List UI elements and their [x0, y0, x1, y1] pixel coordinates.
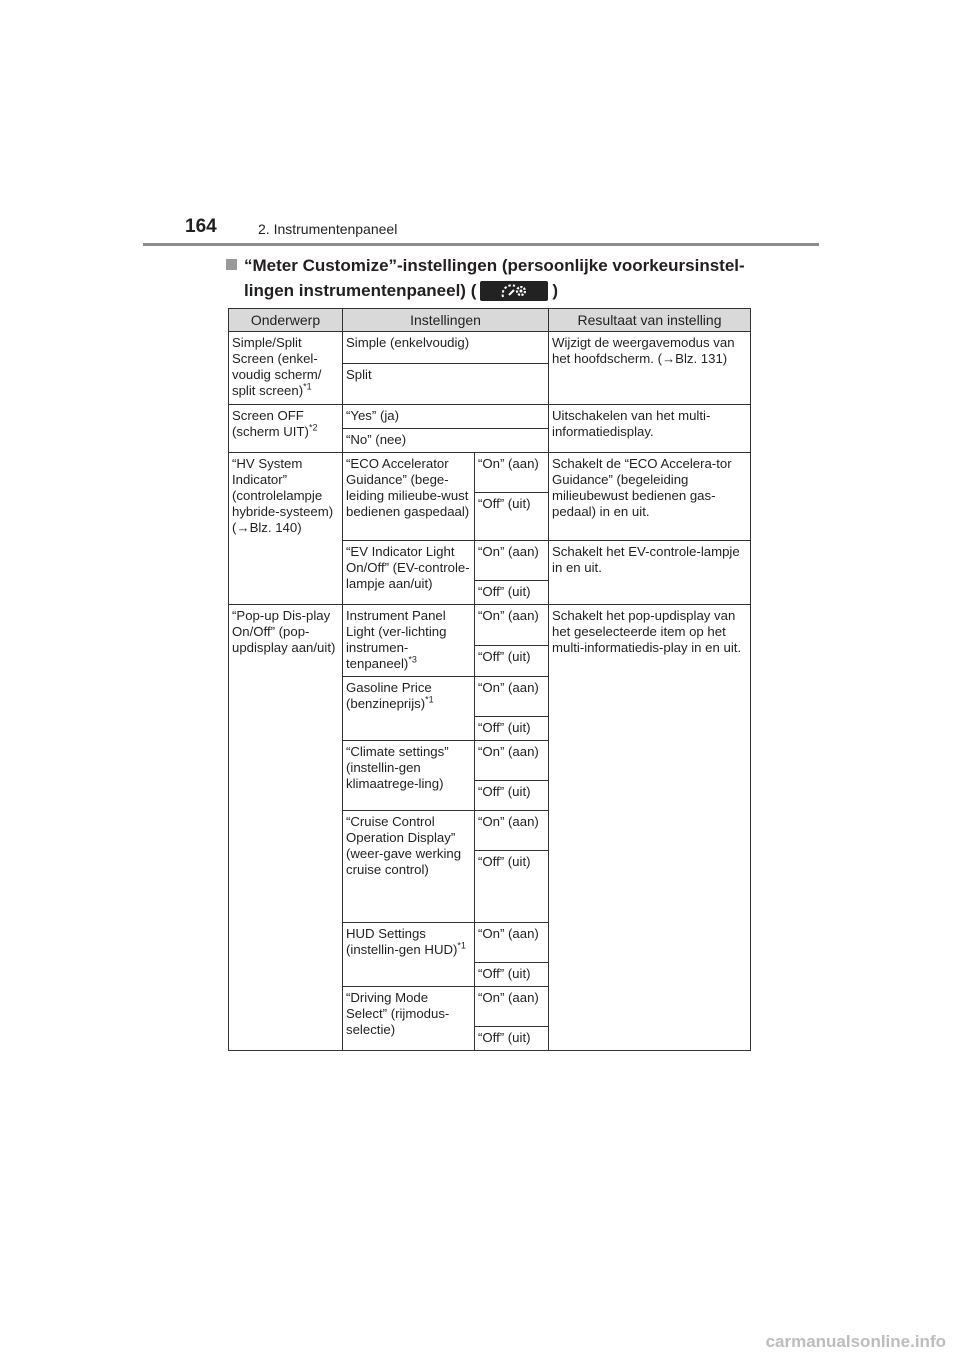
option-on: “On” (aan) [475, 987, 549, 1027]
header-onderwerp: Onderwerp [229, 309, 343, 332]
item-hv-system-indicator: “HV System Indicator” (controlelampje hybride-systeem) (→Blz. 140) [229, 453, 343, 605]
setting-climate: “Climate settings” (instellin-gen klimaatrege-ling) [343, 741, 475, 811]
option-off: “Off” (uit) [475, 646, 549, 677]
option-off: “Off” (uit) [475, 581, 549, 605]
setting-driving-mode: “Driving Mode Select” (rijmodus-selectie) [343, 987, 475, 1051]
option-split: Split [343, 364, 549, 405]
item-screen-off: Screen OFF (scherm UIT)$^{*2}$ [229, 405, 343, 453]
result-popup-display: Schakelt het pop-updisplay van het geselecteerde item op het multi-informatiedis-play in en uit. [549, 605, 751, 1051]
option-on: “On” (aan) [475, 741, 549, 781]
option-off: “Off” (uit) [475, 963, 549, 987]
setting-instrument-panel-light: Instrument Panel Light (ver-lichting instrumen-tenpaneel)$^{*3}$ [343, 605, 475, 677]
settings-table [228, 308, 751, 1051]
option-no: “No” (nee) [343, 429, 549, 453]
chapter-title: 2. Instrumentenpaneel [258, 221, 398, 237]
option-on: “On” (aan) [475, 605, 549, 646]
option-on: “On” (aan) [475, 923, 549, 963]
page-number: 164 [185, 216, 217, 237]
setting-cruise-control: “Cruise Control Operation Display” (weer-gave werking cruise control) [343, 811, 475, 923]
setting-eco-guidance: “ECO Accelerator Guidance” (bege-leiding milieube-wust bedienen gaspedaal) [343, 453, 475, 541]
table-row [229, 405, 751, 429]
table-row [229, 453, 751, 493]
result-screen-off: Uitschakelen van het multi-informatiedisplay. [549, 405, 751, 453]
option-off: “Off” (uit) [475, 1027, 549, 1051]
setting-hud: HUD Settings (instellin-gen HUD)$^{*1}$ [343, 923, 475, 987]
item-simple-split: Simple/Split Screen (enkel-voudig scherm/ split screen)$^{*1}$ [229, 332, 343, 405]
option-off: “Off” (uit) [475, 493, 549, 541]
option-simple: Simple (enkelvoudig) [343, 332, 549, 364]
table-header-row [229, 309, 751, 332]
option-off: “Off” (uit) [475, 717, 549, 741]
result-eco-guidance: Schakelt de “ECO Accelera-tor Guidance” (begeleiding milieubewust bedienen gas-pedaal) in en uit. [549, 453, 751, 541]
table-row [229, 605, 751, 646]
option-on: “On” (aan) [475, 453, 549, 493]
result-simple-split: Wijzigt de weergavemodus van het hoofdscherm. (→Blz. 131) [549, 332, 751, 405]
option-on: “On” (aan) [475, 677, 549, 717]
item-popup-display: “Pop-up Dis-play On/Off” (pop-updisplay aan/uit) [229, 605, 343, 1051]
table-row [229, 332, 751, 364]
header-rule [143, 243, 819, 246]
section-title: “Meter Customize”-instellingen (persoonlijke voorkeursinstel- lingen instrumentenpaneel) ( ) [226, 253, 766, 303]
header-instellingen: Instellingen [343, 309, 549, 332]
option-off: “Off” (uit) [475, 851, 549, 923]
result-ev-indicator: Schakelt het EV-controle-lampje in en uit. [549, 541, 751, 605]
option-yes: “Yes” (ja) [343, 405, 549, 429]
bullet-square-icon [226, 259, 237, 270]
option-off: “Off” (uit) [475, 781, 549, 811]
header-resultaat: Resultaat van instelling [549, 309, 751, 332]
watermark: carmanualsonline.info [765, 1332, 946, 1351]
option-on: “On” (aan) [475, 541, 549, 581]
setting-ev-indicator: “EV Indicator Light On/Off” (EV-controle-lampje aan/uit) [343, 541, 475, 605]
setting-gasoline-price: Gasoline Price (benzineprijs)$^{*1}$ [343, 677, 475, 741]
option-on: “On” (aan) [475, 811, 549, 851]
meter-settings-icon [480, 281, 548, 301]
